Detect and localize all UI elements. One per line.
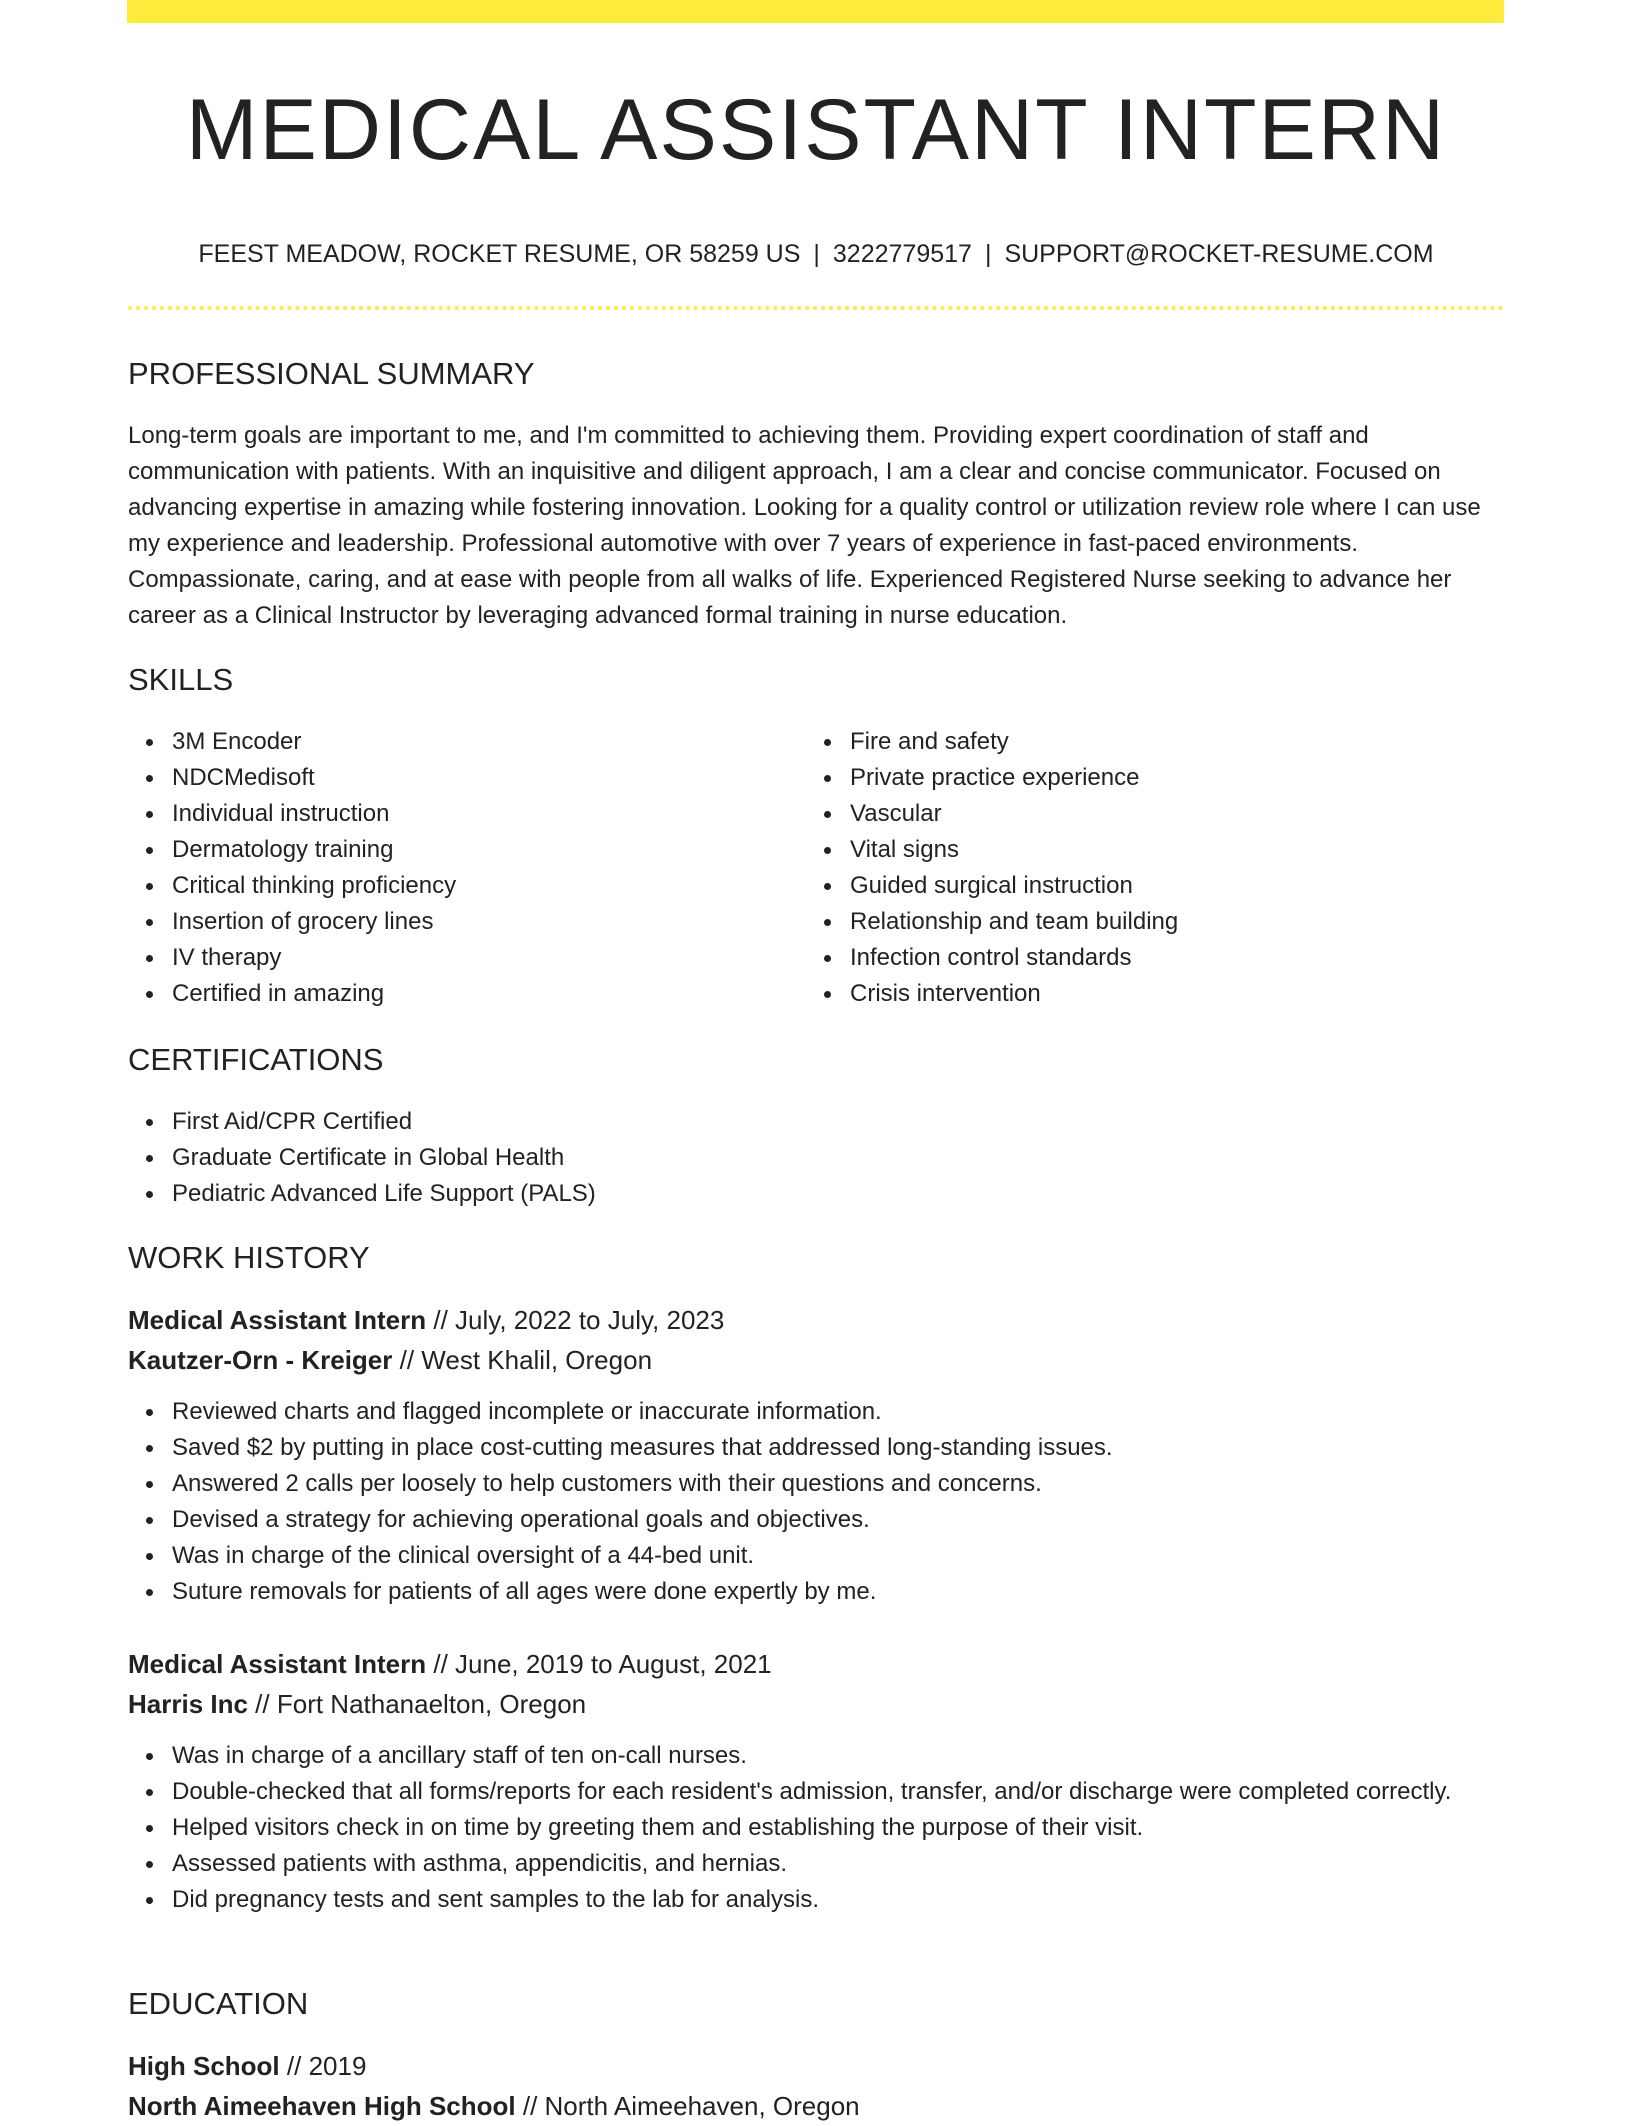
- job-role: Medical Assistant Intern: [128, 1305, 427, 1335]
- education-title: EDUCATION: [128, 1986, 309, 2021]
- education-degree-line: [128, 2046, 366, 2086]
- job-title-line: [128, 1300, 724, 1340]
- job-dates: // June, 2019 to August, 2021: [426, 1649, 772, 1679]
- contact-separator: |: [813, 240, 820, 268]
- skill-item: Insertion of grocery lines: [128, 904, 768, 940]
- job-bullet: Was in charge of the clinical oversight of a 44-bed unit.: [128, 1538, 1504, 1574]
- job-role: Medical Assistant Intern: [128, 1649, 427, 1679]
- job-bullet: Was in charge of a ancillary staff of ten on-call nurses.: [128, 1738, 1504, 1774]
- skills-right-column: [806, 724, 1446, 1012]
- skill-item: Vascular: [806, 796, 1446, 832]
- accent-top-bar: [127, 0, 1504, 23]
- contact-address: FEEST MEADOW, ROCKET RESUME, OR 58259 US: [198, 240, 801, 268]
- skill-item: IV therapy: [128, 940, 768, 976]
- skill-item: Certified in amazing: [128, 976, 768, 1012]
- job-bullet: Answered 2 calls per loosely to help customers with their questions and concerns.: [128, 1466, 1504, 1502]
- job-company: Harris Inc: [128, 1689, 248, 1719]
- job-bullet: Saved $2 by putting in place cost-cutting measures that addressed long-standing issues.: [128, 1430, 1504, 1466]
- contact-line: [128, 236, 1504, 272]
- skill-item: Relationship and team building: [806, 904, 1446, 940]
- job-company-line: [128, 1684, 586, 1724]
- work-history-title: WORK HISTORY: [128, 1240, 370, 1275]
- contact-separator: |: [984, 240, 992, 268]
- skill-item: Private practice experience: [806, 760, 1446, 796]
- skill-item: Guided surgical instruction: [806, 868, 1446, 904]
- contact-email: SUPPORT@ROCKET-RESUME.COM: [1004, 240, 1434, 268]
- certification-item: First Aid/CPR Certified: [128, 1104, 1504, 1140]
- job-dates: // July, 2022 to July, 2023: [426, 1305, 725, 1335]
- job-location: // Fort Nathanaelton, Oregon: [247, 1689, 587, 1719]
- skill-item: Infection control standards: [806, 940, 1446, 976]
- skills-title: SKILLS: [128, 662, 234, 697]
- job-bullets: [128, 1738, 1504, 1918]
- job-bullet: Assessed patients with asthma, appendicitis, and hernias.: [128, 1846, 1504, 1882]
- summary-title: PROFESSIONAL SUMMARY: [128, 356, 535, 391]
- education-degree: High School: [128, 2051, 280, 2081]
- job-bullet: Helped visitors check in on time by greeting them and establishing the purpose of their visit.: [128, 1810, 1504, 1846]
- education-school: North Aimeehaven High School: [128, 2091, 516, 2121]
- skill-item: NDCMedisoft: [128, 760, 768, 796]
- summary-text: Long-term goals are important to me, and I'm committed to achieving them. Providing expert coordination of staff and communication with patients. With an inquisitive and diligent approach, I am a clear and concise communicator. Focused on advancing expertise in amazing while fostering innovation. Looking for a quality control or utilization review role where I can use my experience and leadership. Professional automotive with over 7 years of experience in fast-paced environments. Compassionate, caring, and at ease with people from all walks of life. Experienced Registered Nurse seeking to advance her career as a Clinical Instructor by leveraging advanced formal training in nurse education.: [128, 422, 1481, 629]
- job-title-line: [128, 1644, 772, 1684]
- certifications-list: [128, 1104, 1504, 1212]
- job-company-line: [128, 1340, 652, 1380]
- candidate-name: MEDICAL ASSISTANT INTERN: [185, 82, 1447, 178]
- certification-item: Pediatric Advanced Life Support (PALS): [128, 1176, 1504, 1212]
- education-school-line: [128, 2086, 860, 2126]
- skill-item: Vital signs: [806, 832, 1446, 868]
- certification-item: Graduate Certificate in Global Health: [128, 1140, 1504, 1176]
- dotted-divider: [128, 306, 1504, 310]
- job-company: Kautzer-Orn - Kreiger: [128, 1345, 393, 1375]
- skill-item: Dermatology training: [128, 832, 768, 868]
- certifications-title: CERTIFICATIONS: [128, 1042, 384, 1077]
- job-bullet: Did pregnancy tests and sent samples to the lab for analysis.: [128, 1882, 1504, 1918]
- contact-phone: 3222779517: [832, 240, 972, 268]
- job-bullet: Devised a strategy for achieving operational goals and objectives.: [128, 1502, 1504, 1538]
- job-bullet: Double-checked that all forms/reports for each resident's admission, transfer, and/or discharge were completed correctly.: [128, 1774, 1504, 1810]
- job-location: // West Khalil, Oregon: [392, 1345, 653, 1375]
- education-location: // North Aimeehaven, Oregon: [515, 2091, 860, 2121]
- job-bullet: Suture removals for patients of all ages were done expertly by me.: [128, 1574, 1504, 1610]
- skill-item: 3M Encoder: [128, 724, 768, 760]
- skill-item: Crisis intervention: [806, 976, 1446, 1012]
- skill-item: Individual instruction: [128, 796, 768, 832]
- skills-left-column: [128, 724, 768, 1012]
- job-bullets: [128, 1394, 1504, 1610]
- education-year: // 2019: [279, 2051, 367, 2081]
- skill-item: Critical thinking proficiency: [128, 868, 768, 904]
- skill-item: Fire and safety: [806, 724, 1446, 760]
- job-bullet: Reviewed charts and flagged incomplete or inaccurate information.: [128, 1394, 1504, 1430]
